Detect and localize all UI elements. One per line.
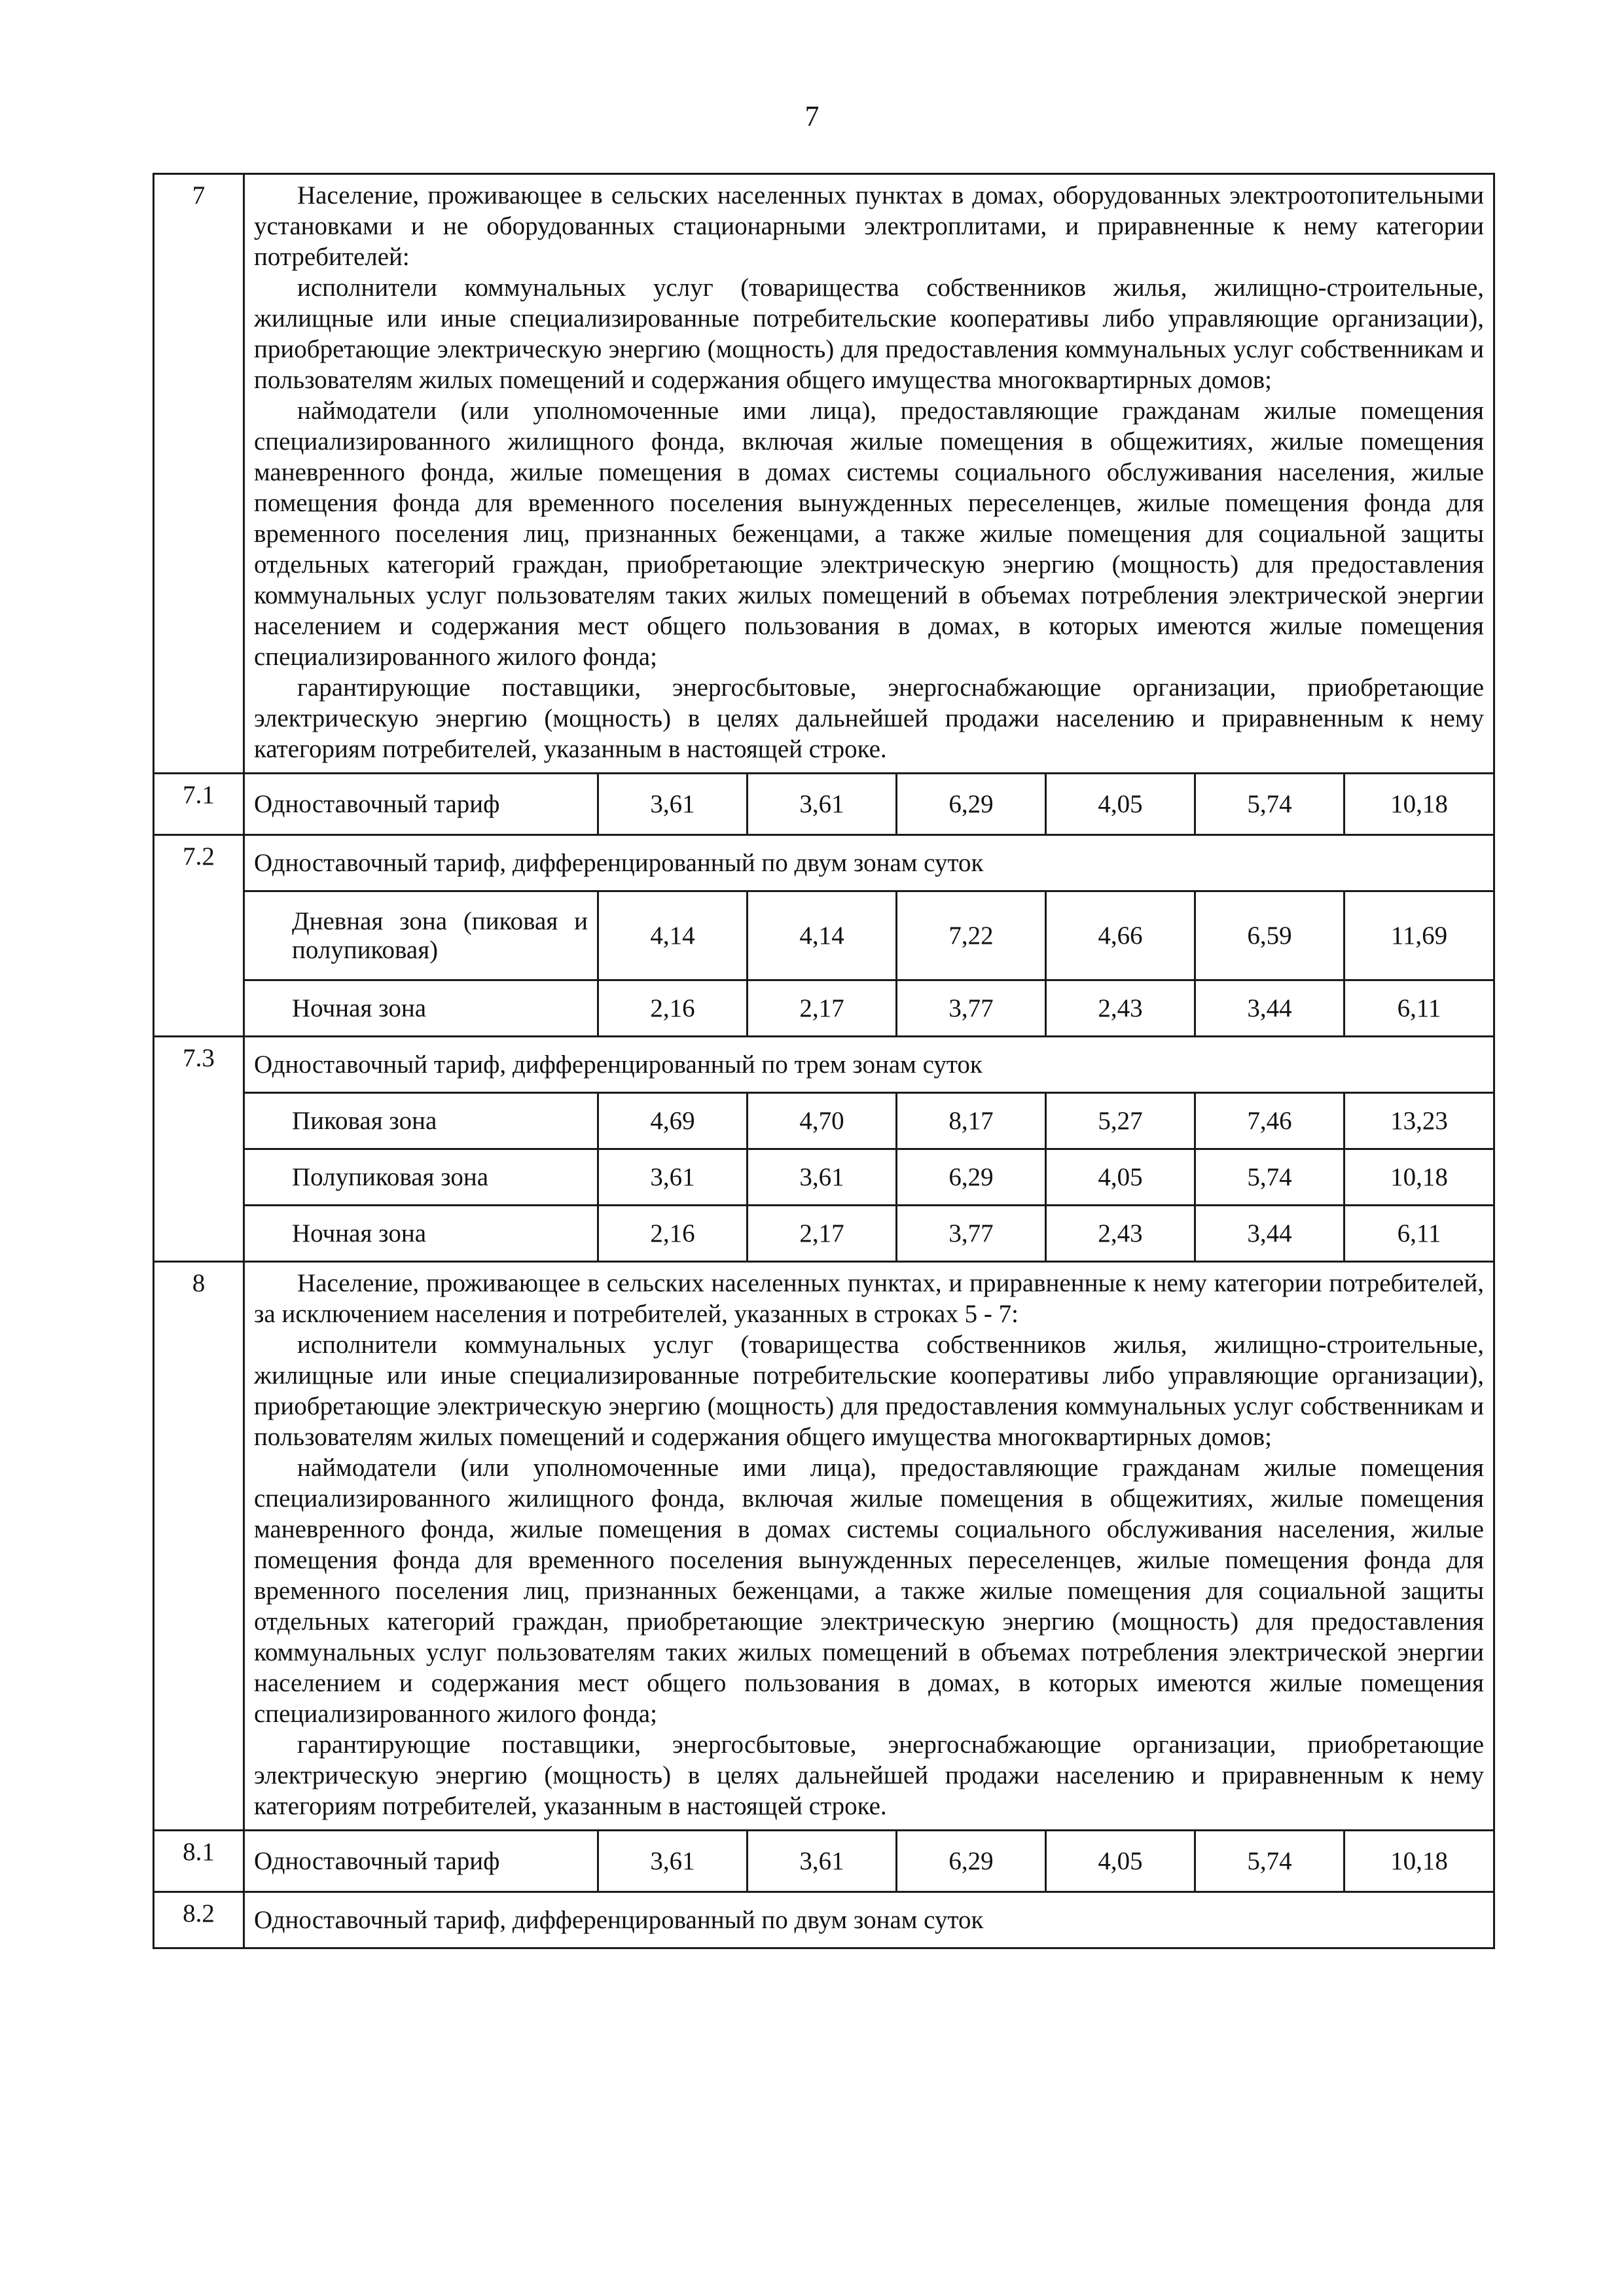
row-number: 7.1 xyxy=(154,774,244,835)
tariff-value: 10,18 xyxy=(1344,1831,1494,1892)
tariff-value: 2,17 xyxy=(748,980,897,1037)
description-paragraph: исполнители коммунальных услуг (товарищества собственников жилья, жилищно-строительные, жилищные или иные специализированные потребительские кооперативы либо управляющие организации), приобретающие электрическую энергию (мощность) для предоставления коммунальных услуг собственникам и пользователям жилых помещений и содержания общего имущества многоквартирных домов; xyxy=(254,1331,1484,1451)
tariff-value: 3,44 xyxy=(1195,1206,1344,1262)
row-number: 7.3 xyxy=(154,1037,244,1262)
tariff-value: 3,44 xyxy=(1195,980,1344,1037)
zone-label: Ночная зона xyxy=(244,980,598,1037)
tariff-value: 7,46 xyxy=(1195,1093,1344,1149)
tariff-value: 5,74 xyxy=(1195,1831,1344,1892)
tariff-value: 3,77 xyxy=(897,980,1046,1037)
table-row-8-1 xyxy=(154,1831,1494,1892)
table-row-7-2 xyxy=(154,835,1494,891)
tariff-value: 4,66 xyxy=(1046,891,1195,980)
row-description xyxy=(244,174,1494,774)
table-row-7-3 xyxy=(154,1037,1494,1093)
description-paragraph: Население, проживающее в сельских населенных пунктах, и приравненные к нему категории потребителей, за исключением населения и потребителей, указанных в строках 5 - 7: xyxy=(254,1269,1484,1328)
tariff-value: 4,70 xyxy=(748,1093,897,1149)
zone-row xyxy=(154,1093,1494,1149)
tariff-title: Одноставочный тариф, дифференцированный по трем зонам суток xyxy=(244,1037,1494,1093)
tariff-value: 10,18 xyxy=(1344,774,1494,835)
tariff-label: Одноставочный тариф xyxy=(244,774,598,835)
tariff-value: 3,61 xyxy=(598,774,748,835)
row-number: 8 xyxy=(154,1262,244,1831)
page-number: 7 xyxy=(804,100,820,132)
description-paragraph: Население, проживающее в сельских населенных пунктах в домах, оборудованных электроотопительными установками и не оборудованных стационарными электроплитами, и приравненные к нему категории потребителей: xyxy=(254,181,1484,271)
zone-label: Пиковая зона xyxy=(244,1093,598,1149)
tariff-value: 2,43 xyxy=(1046,980,1195,1037)
tariff-label: Одноставочный тариф xyxy=(244,1831,598,1892)
tariff-value: 3,61 xyxy=(748,774,897,835)
tariff-table xyxy=(153,173,1495,1949)
zone-row xyxy=(154,1149,1494,1206)
tariff-value: 11,69 xyxy=(1344,891,1494,980)
zone-row xyxy=(154,891,1494,980)
tariff-value: 3,77 xyxy=(897,1206,1046,1262)
tariff-value: 6,11 xyxy=(1344,1206,1494,1262)
tariff-value: 4,14 xyxy=(598,891,748,980)
tariff-value: 3,61 xyxy=(598,1831,748,1892)
description-paragraph: гарантирующие поставщики, энергосбытовые, энергоснабжающие организации, приобретающие электрическую энергию (мощность) в целях дальнейшей продажи населению и приравненным к нему категориям потребителей, указанным в настоящей строке. xyxy=(254,1731,1484,1820)
tariff-value: 6,29 xyxy=(897,1149,1046,1206)
tariff-value: 4,69 xyxy=(598,1093,748,1149)
zone-label: Дневная зона (пиковая и полупиковая) xyxy=(244,891,598,980)
zone-label: Полупиковая зона xyxy=(244,1149,598,1206)
tariff-value: 3,61 xyxy=(598,1149,748,1206)
tariff-value: 4,05 xyxy=(1046,1149,1195,1206)
tariff-value: 4,05 xyxy=(1046,1831,1195,1892)
tariff-value: 2,16 xyxy=(598,1206,748,1262)
tariff-value: 5,74 xyxy=(1195,1149,1344,1206)
row-number: 7 xyxy=(154,174,244,774)
tariff-value: 4,14 xyxy=(748,891,897,980)
row-number: 7.2 xyxy=(154,835,244,1037)
zone-row xyxy=(154,1206,1494,1262)
tariff-value: 3,61 xyxy=(748,1149,897,1206)
tariff-value: 5,74 xyxy=(1195,774,1344,835)
tariff-value: 8,17 xyxy=(897,1093,1046,1149)
tariff-value: 6,29 xyxy=(897,774,1046,835)
row-number: 8.1 xyxy=(154,1831,244,1892)
tariff-value: 6,29 xyxy=(897,1831,1046,1892)
tariff-value: 10,18 xyxy=(1344,1149,1494,1206)
tariff-value: 5,27 xyxy=(1046,1093,1195,1149)
tariff-value: 6,59 xyxy=(1195,891,1344,980)
tariff-value: 4,05 xyxy=(1046,774,1195,835)
table-row-8 xyxy=(154,1262,1494,1831)
description-paragraph: гарантирующие поставщики, энергосбытовые, энергоснабжающие организации, приобретающие электрическую энергию (мощность) в целях дальнейшей продажи населению и приравненным к нему категориям потребителей, указанным в настоящей строке. xyxy=(254,673,1484,763)
tariff-value: 6,11 xyxy=(1344,980,1494,1037)
tariff-value: 13,23 xyxy=(1344,1093,1494,1149)
tariff-title: Одноставочный тариф, дифференцированный по двум зонам суток xyxy=(244,1892,1494,1948)
zone-row xyxy=(154,980,1494,1037)
row-number: 8.2 xyxy=(154,1892,244,1948)
description-paragraph: исполнители коммунальных услуг (товарищества собственников жилья, жилищно-строительные, жилищные или иные специализированные потребительские кооперативы либо управляющие организации), приобретающие электрическую энергию (мощность) для предоставления коммунальных услуг собственникам и пользователям жилых помещений и содержания общего имущества многоквартирных домов; xyxy=(254,274,1484,394)
row-description xyxy=(244,1262,1494,1831)
table-row-7 xyxy=(154,174,1494,774)
tariff-value: 3,61 xyxy=(748,1831,897,1892)
table-row-8-2 xyxy=(154,1892,1494,1948)
tariff-value: 2,17 xyxy=(748,1206,897,1262)
tariff-value: 7,22 xyxy=(897,891,1046,980)
description-paragraph: наймодатели (или уполномоченные ими лица), предоставляющие гражданам жилые помещения специализированного жилищного фонда, включая жилые помещения в общежитиях, жилые помещения маневренного фонда, жилые помещения в домах системы социального обслуживания населения, жилые помещения фонда для временного поселения вынужденных переселенцев, жилые помещения фонда для временного поселения лиц, признанных беженцами, а также жилые помещения для социальной защиты отдельных категорий граждан, приобретающие электрическую энергию (мощность) для предоставления коммунальных услуг пользователям таких жилых помещений в объемах потребления электрической энергии населением и содержания мест общего пользования в домах, в которых имеются жилые помещения специализированного жилого фонда; xyxy=(254,397,1484,671)
tariff-value: 2,43 xyxy=(1046,1206,1195,1262)
table-row-7-1 xyxy=(154,774,1494,835)
zone-label: Ночная зона xyxy=(244,1206,598,1262)
description-paragraph: наймодатели (или уполномоченные ими лица), предоставляющие гражданам жилые помещения специализированного жилищного фонда, включая жилые помещения в общежитиях, жилые помещения маневренного фонда, жилые помещения в домах системы социального обслуживания населения, жилые помещения фонда для временного поселения вынужденных переселенцев, жилые помещения фонда для временного поселения лиц, признанных беженцами, а также жилые помещения для социальной защиты отдельных категорий граждан, приобретающие электрическую энергию (мощность) для предоставления коммунальных услуг пользователям таких жилых помещений в объемах потребления электрической энергии населением и содержания мест общего пользования в домах, в которых имеются жилые помещения специализированного жилого фонда; xyxy=(254,1454,1484,1728)
tariff-value: 2,16 xyxy=(598,980,748,1037)
tariff-title: Одноставочный тариф, дифференцированный по двум зонам суток xyxy=(244,835,1494,891)
